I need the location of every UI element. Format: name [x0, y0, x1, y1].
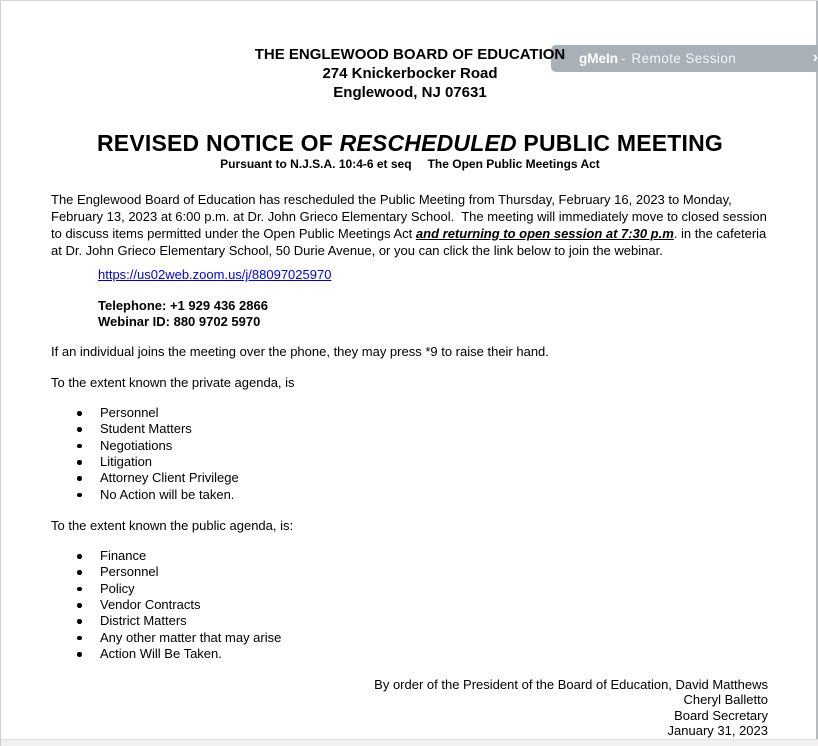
org-city: Englewood, NJ 07631	[333, 84, 487, 101]
list-item: Any other matter that may arise	[76, 630, 281, 646]
remote-session-label: Remote Session	[631, 51, 737, 66]
by-order-line: By order of the President of the Board of Education, David Matthews	[374, 677, 768, 692]
subtitle-statute: Pursuant to N.J.S.A. 10:4-6 et seq	[220, 157, 412, 171]
paragraph-emphasis: and returning to open session at 7:30 p.m	[415, 226, 674, 241]
subtitle-act: The Open Public Meetings Act	[427, 157, 600, 171]
title-italic: RESCHEDULED	[339, 130, 517, 156]
list-item: Negotiations	[76, 438, 239, 454]
list-item: Policy	[76, 581, 281, 597]
list-item: Personnel	[76, 564, 281, 580]
paragraph-part1: The Englewood Board of Education has rescheduled the Public Meeting from Thursday, February 16, 2023 to Monday, February 13, 2023 at 6:00 p.m. at Dr. John Grieco Elementary School. The meeting will immediately move to closed session to discuss items permitted under the Open Public Meetings Act	[51, 192, 771, 241]
list-item: Vendor Contracts	[76, 597, 281, 613]
public-agenda-intro: To the extent known the public agenda, is:	[51, 518, 294, 533]
secretary-title: Board Secretary	[674, 707, 768, 723]
banner-separator: -	[621, 51, 626, 66]
org-street: 274 Knickerbocker Road	[322, 65, 498, 82]
chevron-right-icon[interactable]: ›	[812, 49, 818, 66]
page-bottom-edge	[1, 739, 818, 746]
list-item: Action Will Be Taken.	[76, 646, 281, 662]
private-agenda-intro: To the extent known the private agenda, is	[51, 375, 295, 390]
list-item: Finance	[76, 548, 281, 564]
list-item: No Action will be taken.	[76, 487, 239, 503]
title-pre: REVISED NOTICE OF	[96, 130, 340, 156]
secretary-name: Cheryl Balletto	[683, 692, 768, 708]
paragraph-part2: . in the cafeteria at Dr. John Grieco Elementary School, 50 Durie Avenue, or you can click the link below to join the webinar.	[51, 226, 770, 258]
private-agenda-list	[76, 405, 239, 503]
phone-block	[98, 298, 268, 329]
letterhead	[1, 45, 818, 102]
body-paragraph	[51, 191, 775, 259]
logmein-brand-label: gMeIn	[579, 51, 618, 66]
zoom-webinar-link[interactable]: https://us02web.zoom.us/j/88097025970	[98, 267, 332, 282]
list-item: Litigation	[76, 454, 239, 470]
page-subtitle	[1, 157, 818, 171]
org-name: THE ENGLEWOOD BOARD OF EDUCATION	[254, 46, 566, 63]
phone-instruction: If an individual joins the meeting over the phone, they may press *9 to raise their hand.	[51, 344, 549, 359]
list-item: District Matters	[76, 613, 281, 629]
notice-date: January 31, 2023	[667, 723, 768, 739]
list-item: Student Matters	[76, 421, 239, 437]
page-title	[1, 130, 818, 156]
signature-block	[268, 677, 768, 739]
telephone-number: Telephone: +1 929 436 2866	[98, 298, 268, 313]
title-post: PUBLIC MEETING	[516, 130, 724, 156]
list-item: Attorney Client Privilege	[76, 470, 239, 486]
public-agenda-list	[76, 548, 281, 662]
list-item: Personnel	[76, 405, 239, 421]
webinar-id: Webinar ID: 880 9702 5970	[98, 313, 261, 329]
